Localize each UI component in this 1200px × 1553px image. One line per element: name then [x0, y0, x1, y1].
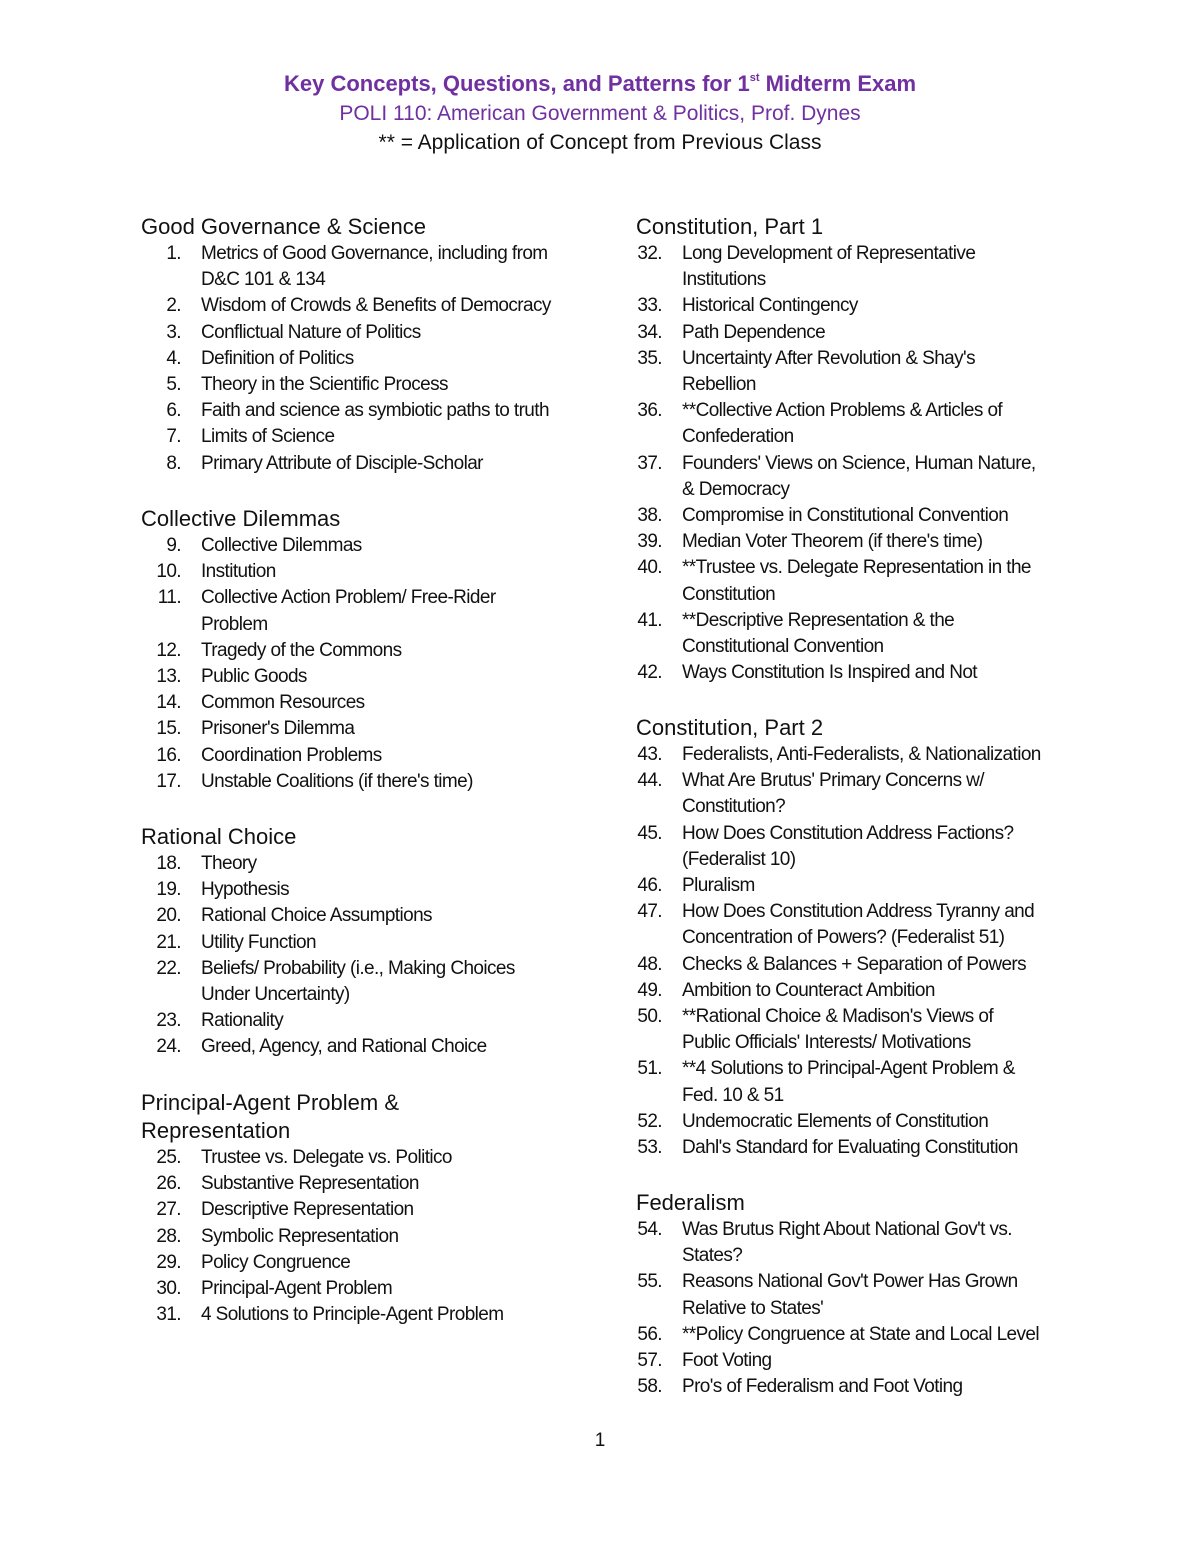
item-text: 4 Solutions to Principle-Agent Problem	[201, 1304, 504, 1326]
list-item	[131, 956, 515, 1008]
item-text: Coordination Problems	[201, 744, 382, 766]
item-number: 51.	[637, 1058, 662, 1080]
item-text: Reasons National Gov't Power Has Grown Relative to States'	[682, 1271, 1018, 1319]
list-item	[131, 1145, 503, 1171]
item-number: 9.	[166, 535, 181, 556]
item-number: 1.	[166, 243, 181, 264]
section-heading: Federalism	[636, 1190, 745, 1215]
item-text: **4 Solutions to Principal-Agent Problem & Fed. 10 & 51	[682, 1058, 1015, 1106]
item-number: 14.	[156, 692, 181, 714]
list-item	[612, 608, 1036, 660]
item-text: Dahl's Standard for Evaluating Constitution	[682, 1137, 1018, 1159]
item-number: 32.	[637, 243, 662, 264]
item-text: Greed, Agency, and Rational Choice	[201, 1036, 487, 1058]
item-text: How Does Constitution Address Factions? (Federalist 10)	[682, 822, 1014, 870]
section-heading: Constitution, Part 2	[636, 715, 824, 740]
list-item	[612, 768, 1041, 820]
item-number: 43.	[637, 744, 662, 765]
list-item	[612, 742, 1041, 768]
item-number: 18.	[156, 853, 181, 874]
item-number: 7.	[166, 426, 181, 448]
item-text: Descriptive Representation	[201, 1199, 414, 1221]
item-number: 49.	[637, 979, 662, 1001]
item-number: 35.	[637, 347, 662, 369]
list-item	[131, 320, 551, 346]
section-heading: Rational Choice	[141, 824, 297, 849]
item-number: 29.	[156, 1251, 181, 1273]
list-item	[612, 821, 1041, 873]
list-item	[131, 769, 496, 795]
item-number: 11.	[157, 587, 181, 609]
item-number: 54.	[637, 1219, 662, 1240]
list-item	[612, 1109, 1041, 1135]
item-number: 19.	[156, 879, 181, 901]
item-text: Rationality	[201, 1010, 284, 1032]
item-text: Undemocratic Elements of Constitution	[682, 1110, 989, 1132]
course-subtitle: POLI 110: American Government & Politics, Prof. Dynes	[339, 102, 861, 125]
list-item	[131, 1224, 503, 1250]
item-number: 47.	[637, 901, 662, 923]
item-text: Symbolic Representation	[201, 1225, 399, 1247]
item-number: 20.	[156, 905, 181, 927]
section	[636, 213, 1036, 686]
list-item	[131, 1250, 503, 1276]
list-item	[612, 398, 1036, 450]
item-number: 34.	[637, 321, 662, 343]
item-number: 13.	[156, 666, 181, 688]
item-number: 25.	[156, 1147, 181, 1168]
item-number: 30.	[156, 1278, 181, 1300]
item-number: 36.	[637, 400, 662, 422]
list-item	[612, 1269, 1039, 1321]
item-text: Path Dependence	[682, 321, 826, 343]
list-item	[612, 503, 1036, 529]
item-text: Ambition to Counteract Ambition	[682, 979, 935, 1001]
item-number: 22.	[156, 957, 181, 979]
item-text: Common Resources	[201, 692, 365, 714]
item-text: Substantive Representation	[201, 1173, 419, 1195]
item-text: Theory	[201, 853, 257, 874]
item-number: 28.	[156, 1225, 181, 1247]
list-item	[612, 529, 1036, 555]
list-item	[131, 877, 515, 903]
list-item	[131, 585, 496, 637]
list-item	[131, 1302, 503, 1328]
item-number: 8.	[166, 452, 181, 474]
list-item	[131, 1276, 503, 1302]
item-text: Hypothesis	[201, 879, 289, 901]
list-item	[612, 1004, 1041, 1056]
list-item	[131, 346, 551, 372]
section-heading: Constitution, Part 1	[636, 214, 824, 239]
item-number: 40.	[637, 557, 662, 579]
item-text: **Descriptive Representation & the Constitutional Convention	[682, 609, 955, 658]
list-item	[131, 451, 551, 477]
item-text: Ways Constitution Is Inspired and Not	[682, 662, 977, 684]
list-item	[612, 451, 1036, 503]
item-text: Public Goods	[201, 666, 307, 688]
item-text: Was Brutus Right About National Gov't vs. States?	[682, 1219, 1012, 1267]
item-number: 26.	[156, 1173, 181, 1195]
item-text: **Rational Choice & Madison's Views of Public Officials' Interests/ Motivations	[682, 1006, 994, 1054]
list-item	[612, 293, 1036, 319]
item-number: 4.	[166, 347, 181, 369]
item-number: 24.	[156, 1036, 181, 1058]
list-item	[131, 241, 551, 293]
item-text: Prisoner's Dilemma	[201, 718, 355, 740]
list-item	[612, 555, 1036, 607]
item-number: 52.	[637, 1110, 662, 1132]
item-text: Conflictual Nature of Politics	[201, 321, 421, 343]
page-number: 1	[594, 1430, 606, 1451]
title-text-end: Midterm Exam	[759, 71, 917, 96]
list-item	[612, 899, 1041, 951]
item-number: 44.	[637, 770, 662, 792]
item-text: Definition of Politics	[201, 347, 354, 369]
item-text: Rational Choice Assumptions	[201, 905, 432, 927]
item-text: Historical Contingency	[682, 295, 858, 317]
item-number: 58.	[637, 1376, 662, 1398]
item-number: 2.	[166, 295, 181, 317]
item-number: 46.	[637, 875, 662, 897]
list-item	[612, 952, 1041, 978]
title-text: Key Concepts, Questions, and Patterns for 1	[283, 71, 750, 96]
item-number: 41.	[637, 609, 662, 631]
list-item	[131, 1034, 515, 1060]
item-number: 57.	[637, 1350, 662, 1372]
list-item	[131, 851, 515, 877]
legend-note: ** = Application of Concept from Previous Class	[378, 131, 822, 154]
list-item	[131, 664, 496, 690]
item-number: 42.	[637, 662, 662, 684]
item-text: Tragedy of the Commons	[201, 639, 402, 661]
item-text: Pluralism	[682, 875, 755, 897]
item-text: Faith and science as symbiotic paths to truth	[201, 400, 549, 422]
list-item	[131, 559, 496, 585]
concept-list	[636, 1217, 1039, 1400]
section-heading: Principal-Agent Problem & Representation	[141, 1090, 400, 1143]
item-number: 33.	[637, 295, 662, 317]
list-item	[131, 293, 551, 319]
item-number: 45.	[637, 822, 662, 844]
list-item	[131, 533, 496, 559]
item-number: 38.	[637, 505, 662, 527]
item-text: Foot Voting	[682, 1350, 772, 1372]
item-text: How Does Constitution Address Tyranny and Concentration of Powers? (Federalist 51)	[682, 901, 1035, 949]
list-item	[612, 346, 1036, 398]
item-text: **Collective Action Problems & Articles of Confederation	[682, 400, 1003, 448]
item-text: Long Development of Representative Institutions	[682, 243, 976, 291]
concept-list	[636, 742, 1041, 1161]
concept-list	[141, 533, 496, 795]
section	[141, 823, 515, 1061]
item-text: Collective Dilemmas	[201, 535, 362, 556]
item-text: **Trustee vs. Delegate Representation in the Constitution	[682, 557, 1031, 605]
list-item	[612, 873, 1041, 899]
item-text: Trustee vs. Delegate vs. Politico	[201, 1147, 452, 1168]
section	[141, 213, 551, 477]
item-number: 3.	[166, 321, 181, 343]
section-heading: Good Governance & Science	[141, 214, 426, 239]
item-text: Wisdom of Crowds & Benefits of Democracy	[201, 295, 551, 317]
list-item	[612, 1374, 1039, 1400]
item-text: Institution	[201, 561, 276, 583]
list-item	[131, 690, 496, 716]
item-number: 6.	[166, 400, 181, 422]
item-number: 5.	[166, 374, 181, 396]
title-superscript: st	[749, 72, 760, 84]
list-item	[612, 1056, 1041, 1108]
item-text: Utility Function	[201, 931, 316, 953]
item-number: 17.	[156, 770, 181, 792]
item-number: 15.	[156, 718, 181, 740]
concept-list	[141, 851, 515, 1061]
item-number: 53.	[637, 1137, 662, 1159]
list-item	[612, 241, 1036, 293]
item-text: Pro's of Federalism and Foot Voting	[682, 1376, 963, 1398]
list-item	[131, 424, 551, 450]
section	[636, 714, 1041, 1161]
list-item	[131, 743, 496, 769]
item-number: 10.	[156, 561, 181, 583]
item-text: Founders' Views on Science, Human Nature, & Democracy	[682, 452, 1036, 500]
item-number: 56.	[637, 1323, 662, 1345]
list-item	[131, 398, 551, 424]
item-text: Metrics of Good Governance, including from D&C 101 & 134	[201, 243, 548, 291]
item-text: Beliefs/ Probability (i.e., Making Choices Under Uncertainty)	[201, 957, 515, 1006]
item-number: 55.	[637, 1271, 662, 1293]
item-text: Uncertainty After Revolution & Shay's Rebellion	[682, 347, 975, 396]
document-title	[0, 71, 1200, 97]
item-text: Limits of Science	[201, 426, 335, 448]
list-item	[612, 1322, 1039, 1348]
item-text: Theory in the Scientific Process	[201, 374, 448, 396]
item-number: 21.	[156, 931, 181, 953]
item-number: 39.	[637, 531, 662, 553]
item-text: What Are Brutus' Primary Concerns w/ Constitution?	[682, 770, 984, 818]
item-text: Principal-Agent Problem	[201, 1278, 393, 1300]
list-item	[131, 638, 496, 664]
item-number: 50.	[637, 1006, 662, 1028]
item-number: 23.	[156, 1010, 181, 1032]
section-heading: Collective Dilemmas	[141, 506, 341, 531]
section	[636, 1189, 1039, 1400]
item-text: Primary Attribute of Disciple-Scholar	[201, 452, 483, 474]
list-item	[612, 1217, 1039, 1269]
item-number: 37.	[637, 452, 662, 474]
list-item	[612, 1348, 1039, 1374]
list-item	[131, 1197, 503, 1223]
list-item	[131, 930, 515, 956]
section	[141, 505, 496, 795]
item-text: Unstable Coalitions (if there's time)	[201, 770, 473, 792]
list-item	[131, 372, 551, 398]
list-item	[131, 903, 515, 929]
concept-list	[636, 241, 1036, 686]
list-item	[131, 1171, 503, 1197]
list-item	[612, 1135, 1041, 1161]
concept-list	[141, 1145, 503, 1328]
concept-list	[141, 241, 551, 477]
item-text: Policy Congruence	[201, 1251, 351, 1273]
list-item	[131, 716, 496, 742]
list-item	[612, 660, 1036, 686]
list-item	[612, 978, 1041, 1004]
item-text: Median Voter Theorem (if there's time)	[682, 531, 983, 553]
item-text: Collective Action Problem/ Free-Rider Problem	[201, 587, 496, 635]
item-text: Federalists, Anti-Federalists, & Nationalization	[682, 744, 1041, 765]
item-number: 31.	[156, 1304, 181, 1326]
item-text: Compromise in Constitutional Convention	[682, 505, 1009, 527]
list-item	[131, 1008, 515, 1034]
item-text: Checks & Balances + Separation of Powers	[682, 953, 1027, 975]
item-number: 48.	[637, 953, 662, 975]
item-number: 12.	[156, 639, 181, 661]
item-number: 27.	[156, 1199, 181, 1221]
section	[141, 1089, 503, 1328]
item-number: 16.	[156, 744, 181, 766]
list-item	[612, 320, 1036, 346]
item-text: **Policy Congruence at State and Local Level	[682, 1323, 1040, 1345]
